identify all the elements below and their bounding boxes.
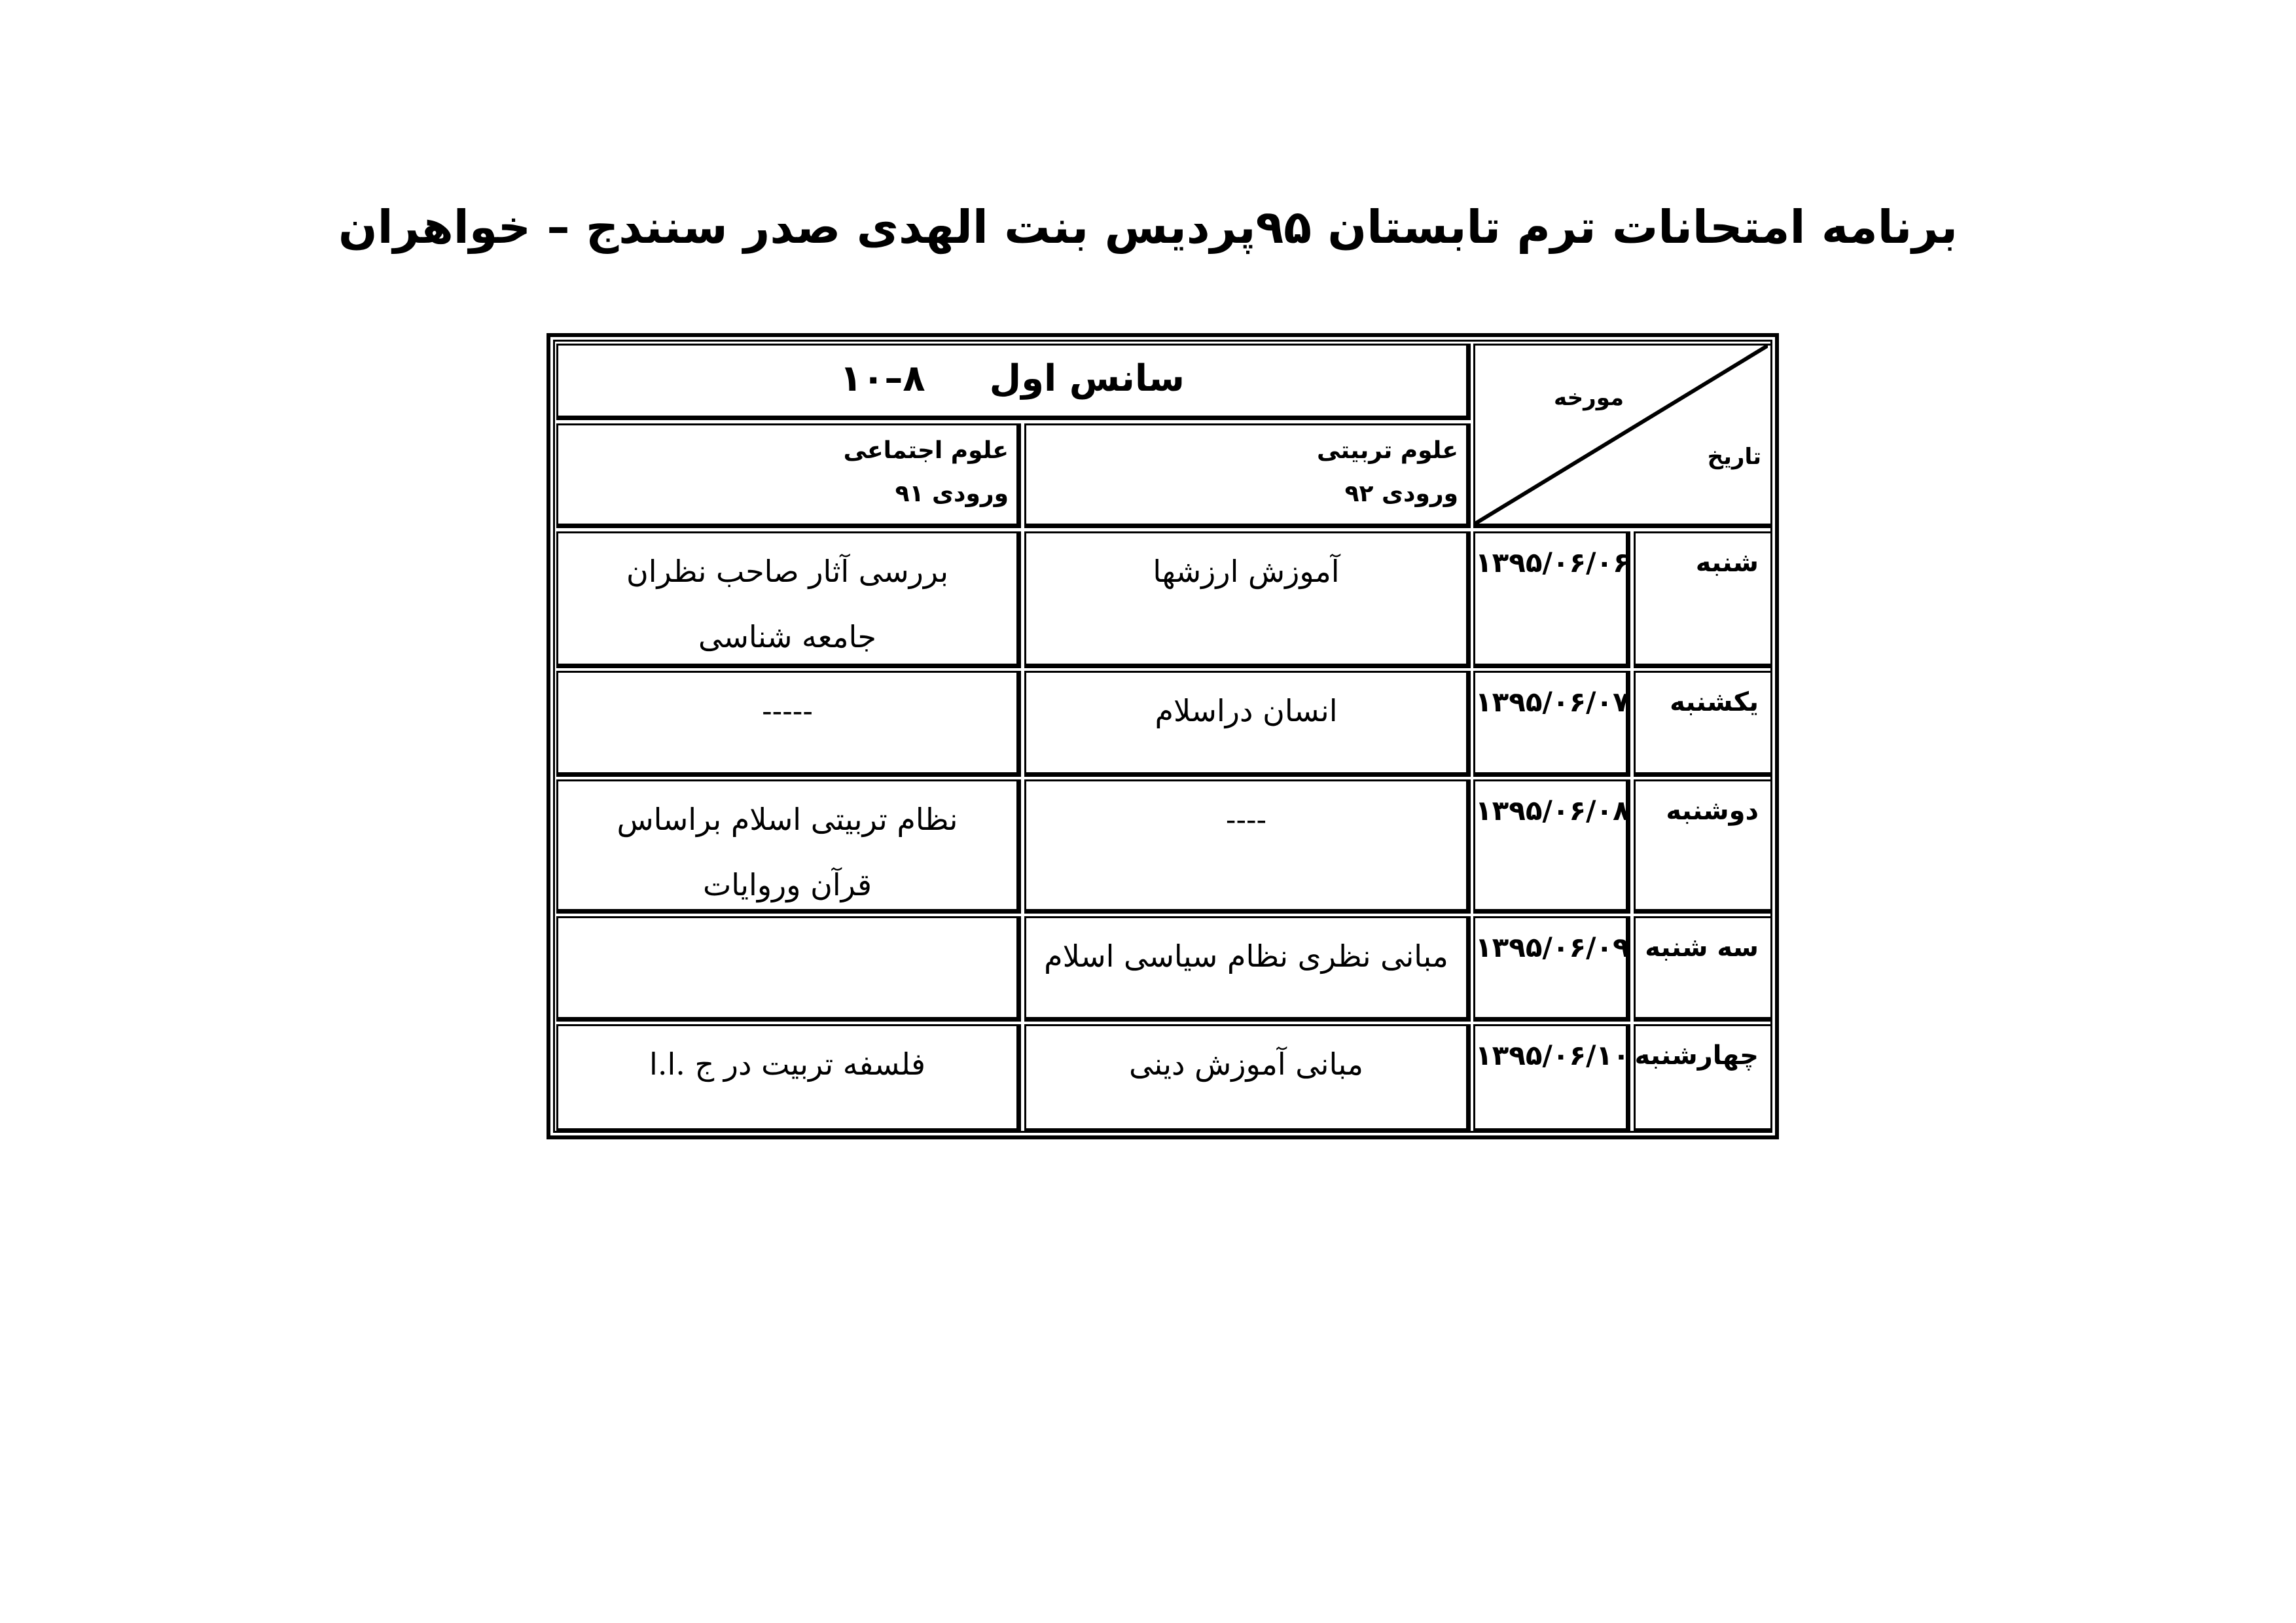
course-name: فلسفه تربیت در ج .ا.ا [649, 1046, 925, 1082]
course-cell [556, 916, 1021, 1022]
session-label: سانس اول [989, 357, 1185, 400]
day-label: دوشنبه [1666, 796, 1759, 826]
date-value: ۱۳۹۵/۰۶/۰۷ [1475, 686, 1630, 718]
course-name: انسان دراسلام [1155, 693, 1338, 728]
document-title: برنامه امتحانات ترم تابستان ۹۵پردیس بنت الهدی صدر سنندج – خواهران [338, 200, 1958, 254]
day-cell [1634, 531, 1772, 668]
date-value: ۱۳۹۵/۰۶/۰۶ [1475, 546, 1630, 579]
course-name: مبانی آموزش دینی [1129, 1046, 1363, 1082]
course-name: ---- [1225, 802, 1267, 837]
course-cell [1024, 671, 1471, 777]
session-time: ۸–۱۰ [840, 357, 925, 400]
course-cell [1024, 916, 1471, 1022]
day-label: شنبه [1695, 548, 1759, 578]
group-entry: ورودی ۹۱ [895, 480, 1009, 507]
course-name: بررسی آثار صاحب نظران جامعه شناسی [626, 554, 949, 654]
date-value: ۱۳۹۵/۰۶/۱۰ [1475, 1039, 1630, 1071]
day-cell [1634, 671, 1772, 777]
course-cell [1024, 1024, 1471, 1133]
course-name: آموزش ارزشها [1153, 554, 1340, 589]
date-value: ۱۳۹۵/۰۶/۰۸ [1475, 794, 1630, 827]
date-cell [1473, 671, 1630, 777]
course-name: ----- [762, 693, 813, 728]
course-cell [1024, 531, 1471, 668]
course-name: مبانی نظری نظام سیاسی اسلام [1044, 938, 1448, 974]
group-name: علوم اجتماعی [843, 437, 1009, 464]
course-name: نظام تربیتی اسلام براساس قرآن وروایات [617, 802, 958, 902]
group-name: علوم تربیتی [1316, 437, 1458, 464]
group-header-cell-2 [556, 423, 1021, 528]
corner-bottom-label: تاریخ [1707, 444, 1761, 470]
course-cell [1024, 779, 1471, 914]
date-value: ۱۳۹۵/۰۶/۰۹ [1475, 931, 1630, 963]
corner-diagonal [1475, 346, 1768, 524]
date-corner-cell [1473, 344, 1772, 528]
session-header-cell [556, 344, 1471, 420]
day-label: یکشنبه [1670, 687, 1759, 717]
date-cell [1473, 531, 1630, 668]
course-cell [556, 1024, 1021, 1133]
course-cell [556, 671, 1021, 777]
day-cell [1634, 1024, 1772, 1133]
course-cell [556, 779, 1021, 914]
day-label: سه شنبه [1645, 933, 1759, 963]
group-header-cell-1 [1024, 423, 1471, 528]
course-cell [556, 531, 1021, 668]
corner-top-label: مورخه [1554, 385, 1624, 411]
date-cell [1473, 916, 1630, 1022]
group-entry: ورودی ۹۲ [1344, 480, 1458, 507]
date-cell [1473, 779, 1630, 914]
day-label: چهارشنبه [1634, 1041, 1759, 1071]
day-cell [1634, 916, 1772, 1022]
date-cell [1473, 1024, 1630, 1133]
day-cell [1634, 779, 1772, 914]
